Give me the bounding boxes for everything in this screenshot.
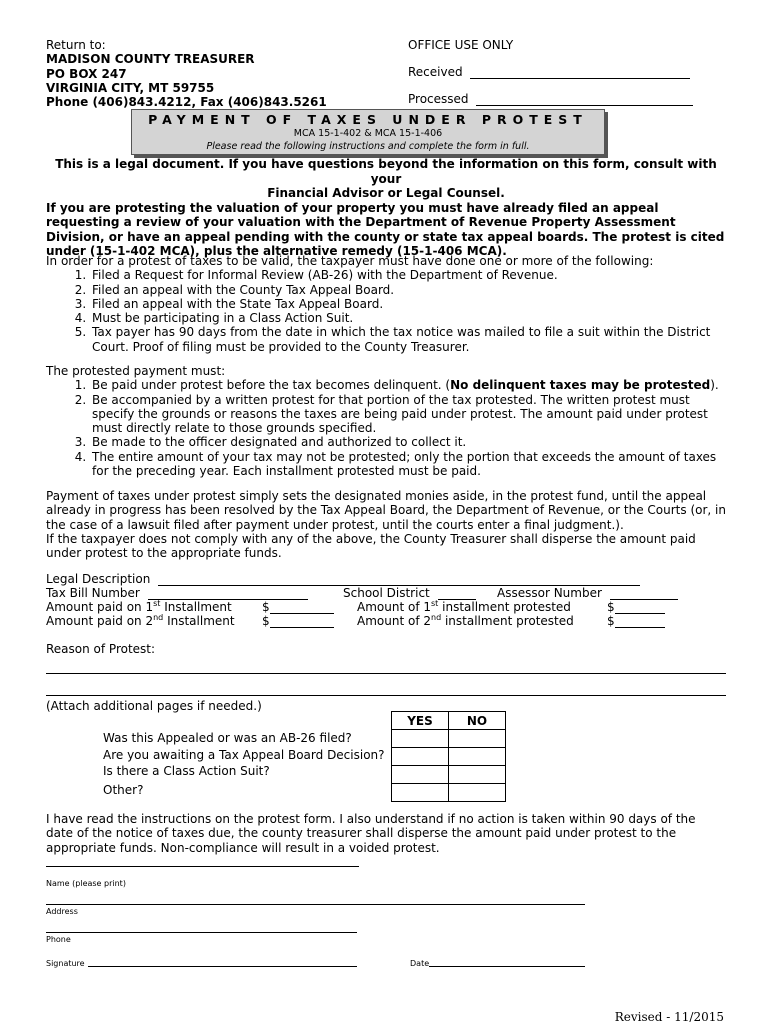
- amount-2nd-label: [46, 614, 235, 628]
- protested-1st-text: Amount of 1: [357, 600, 431, 614]
- phone-fax: Phone (406)843.4212, Fax (406)843.5261: [46, 95, 327, 110]
- office-use-block: [408, 38, 693, 106]
- protested-2nd-row: [607, 614, 665, 628]
- legal-notice: [46, 157, 726, 259]
- validity-item: 3. Filed an appeal with the State Tax Appeal Board.: [90, 297, 726, 311]
- yes-header: YES: [392, 712, 449, 730]
- dollar-sign: $: [262, 600, 270, 614]
- reason-line-2[interactable]: [46, 695, 726, 696]
- validity-intro: In order for a protest of taxes to be valid, the taxpayer must have done one or more of the following:: [46, 254, 654, 268]
- payment-item-bold: No delinquent taxes may be protested: [450, 378, 711, 393]
- q4-yes-box[interactable]: [392, 784, 449, 802]
- payment-section: [46, 364, 726, 478]
- protested-1st-suffix: installment protested: [438, 600, 571, 614]
- signature-field[interactable]: [88, 966, 357, 967]
- acknowledgement: I have read the instructions on the protest form. I also understand if no action is taken within 90 days of the date of the notice of taxes due, the county treasurer shall disperse the amount paid under protest to the appropriate funds. Non-compliance will result in a voided protest.: [46, 812, 696, 855]
- table-row: [392, 748, 506, 766]
- amount-1st-suffix: Installment: [160, 600, 232, 614]
- payment-item-text: Be paid under protest before the tax becomes delinquent. (: [92, 378, 451, 393]
- question-appealed: Was this Appealed or was an AB-26 filed?: [103, 731, 352, 745]
- dollar-sign: $: [607, 614, 615, 628]
- assessor-number-row: [497, 586, 678, 600]
- address-label: Address: [46, 907, 78, 916]
- payment-item: 4. The entire amount of your tax may not be protested; only the portion that exceeds the amount of taxes for the preceding year. Each installment protested must be paid.: [90, 450, 726, 479]
- ordinal-sup: nd: [153, 613, 164, 622]
- attach-note: (Attach additional pages if needed.): [46, 699, 262, 713]
- office-name: MADISON COUNTY TREASURER: [46, 52, 255, 67]
- processed-label: Processed: [408, 92, 469, 106]
- amount-1st-text: Amount paid on 1: [46, 600, 154, 614]
- name-label: Name (please print): [46, 879, 126, 888]
- q1-yes-box[interactable]: [392, 730, 449, 748]
- explanation-p1: Payment of taxes under protest simply sets the designated monies aside, in the protest fund, until the appeal already in progress has been resolved by the Tax Appeal Board, the Department of Revenue, or the Courts (or, in the case of a lawsuit filed after payment under protest, until the courts enter a final judgment.).: [46, 489, 726, 532]
- q2-no-box[interactable]: [449, 748, 506, 766]
- validity-list: [46, 268, 726, 354]
- amount-2nd-suffix: Installment: [163, 614, 235, 628]
- address-field[interactable]: [46, 904, 585, 905]
- dollar-sign: $: [262, 614, 270, 628]
- reason-line-1[interactable]: [46, 673, 726, 674]
- explanation-section: [46, 489, 726, 560]
- processed-row: [408, 92, 693, 106]
- amount-2nd-row: [262, 614, 334, 628]
- received-field[interactable]: [470, 78, 690, 79]
- revision-date: Revised - 11/2015: [614, 1010, 724, 1024]
- validity-item: 2. Filed an appeal with the County Tax Appeal Board.: [90, 283, 726, 297]
- validity-section: [46, 254, 726, 354]
- q2-yes-box[interactable]: [392, 748, 449, 766]
- payment-intro: The protested payment must:: [46, 364, 226, 378]
- school-district-label: School District: [343, 586, 430, 600]
- return-address: [46, 38, 327, 109]
- processed-field[interactable]: [476, 105, 693, 106]
- tax-bill-label: Tax Bill Number: [46, 586, 140, 600]
- dollar-sign: $: [607, 600, 615, 614]
- protested-1st-row: [607, 600, 665, 614]
- name-field[interactable]: [46, 866, 359, 867]
- explanation-p2: If the taxpayer does not comply with any of the above, the County Treasurer shall disperse the amount paid under protest to the appropriate funds.: [46, 531, 696, 561]
- payment-item: 3. Be made to the officer designated and authorized to collect it.: [90, 435, 726, 449]
- tax-bill-row: [46, 586, 308, 600]
- received-row: [408, 65, 693, 79]
- date-label: Date: [410, 959, 430, 968]
- q1-no-box[interactable]: [449, 730, 506, 748]
- amount-1st-row: [262, 600, 334, 614]
- appeal-requirement: If you are protesting the valuation of your property you must have already filed an appeal requesting a review of your valuation with the Department of Revenue Property Assessment Division, or have an appeal pending with the county or state tax appeal boards. The protest is cited under (15-1-402 MCA), plus the alternative remedy (15-1-406 MCA).: [46, 200, 725, 258]
- q3-yes-box[interactable]: [392, 766, 449, 784]
- title-box: [131, 109, 605, 155]
- protested-2nd-label: [357, 614, 574, 628]
- ordinal-sup: nd: [431, 613, 442, 622]
- legal-description-row: [46, 572, 640, 586]
- payment-item-text-end: ).: [710, 378, 719, 393]
- q4-no-box[interactable]: [449, 784, 506, 802]
- phone-label: Phone: [46, 935, 71, 944]
- table-row: [392, 730, 506, 748]
- city-line: VIRGINIA CITY, MT 59755: [46, 80, 215, 95]
- table-header-row: [392, 712, 506, 730]
- questions-table: [391, 711, 506, 802]
- no-header: NO: [449, 712, 506, 730]
- payment-item: [90, 378, 726, 392]
- validity-item: 4. Must be participating in a Class Action Suit.: [90, 311, 726, 325]
- question-class-action: Is there a Class Action Suit?: [103, 764, 270, 778]
- payment-list: [46, 378, 726, 478]
- ordinal-sup: st: [431, 599, 439, 608]
- amount-2nd-text: Amount paid on 2: [46, 614, 154, 628]
- question-awaiting-decision: Are you awaiting a Tax Appeal Board Decision?: [103, 748, 385, 762]
- question-other: Other?: [103, 783, 144, 797]
- amount-2nd-field[interactable]: [270, 627, 334, 628]
- payment-item: 2. Be accompanied by a written protest for that portion of the tax protested. The written protest must specify the grounds or reasons the taxes are being paid under protest. The amount paid under protest must directly relate to those grounds specified.: [90, 393, 726, 436]
- protested-2nd-text: Amount of 2: [357, 614, 431, 628]
- validity-item: 1. Filed a Request for Informal Review (AB-26) with the Department of Revenue.: [90, 268, 726, 282]
- protested-2nd-suffix: installment protested: [441, 614, 574, 628]
- signature-label: Signature: [46, 959, 85, 968]
- phone-field[interactable]: [46, 932, 357, 933]
- return-label: Return to:: [46, 38, 106, 52]
- protested-2nd-field[interactable]: [615, 627, 665, 628]
- legal-notice-line1: This is a legal document. If you have questions beyond the information on this form, consult with your: [55, 157, 717, 186]
- office-use-label: OFFICE USE ONLY: [408, 38, 514, 52]
- amount-1st-label: [46, 600, 232, 614]
- statute-reference: MCA 15-1-402 & MCA 15-1-406: [293, 128, 443, 139]
- ordinal-sup: st: [153, 599, 161, 608]
- assessor-number-label: Assessor Number: [497, 586, 602, 600]
- school-district-row: [343, 586, 476, 600]
- received-label: Received: [408, 65, 463, 79]
- legal-description-label: Legal Description: [46, 572, 151, 586]
- legal-notice-line2: Financial Advisor or Legal Counsel.: [267, 186, 505, 200]
- q3-no-box[interactable]: [449, 766, 506, 784]
- form-title: PAYMENT OF TAXES UNDER PROTEST: [148, 112, 588, 127]
- protested-1st-label: [357, 600, 571, 614]
- table-row: [392, 766, 506, 784]
- validity-item: 5. Tax payer has 90 days from the date in which the tax notice was mailed to file a suit within the District Court. Proof of filing must be provided to the County Treasurer.: [90, 325, 726, 354]
- table-row: [392, 784, 506, 802]
- po-box: PO BOX 247: [46, 66, 127, 81]
- date-field[interactable]: [429, 966, 585, 967]
- reason-label: Reason of Protest:: [46, 642, 156, 656]
- instructions-note: Please read the following instructions and complete the form in full.: [206, 141, 530, 152]
